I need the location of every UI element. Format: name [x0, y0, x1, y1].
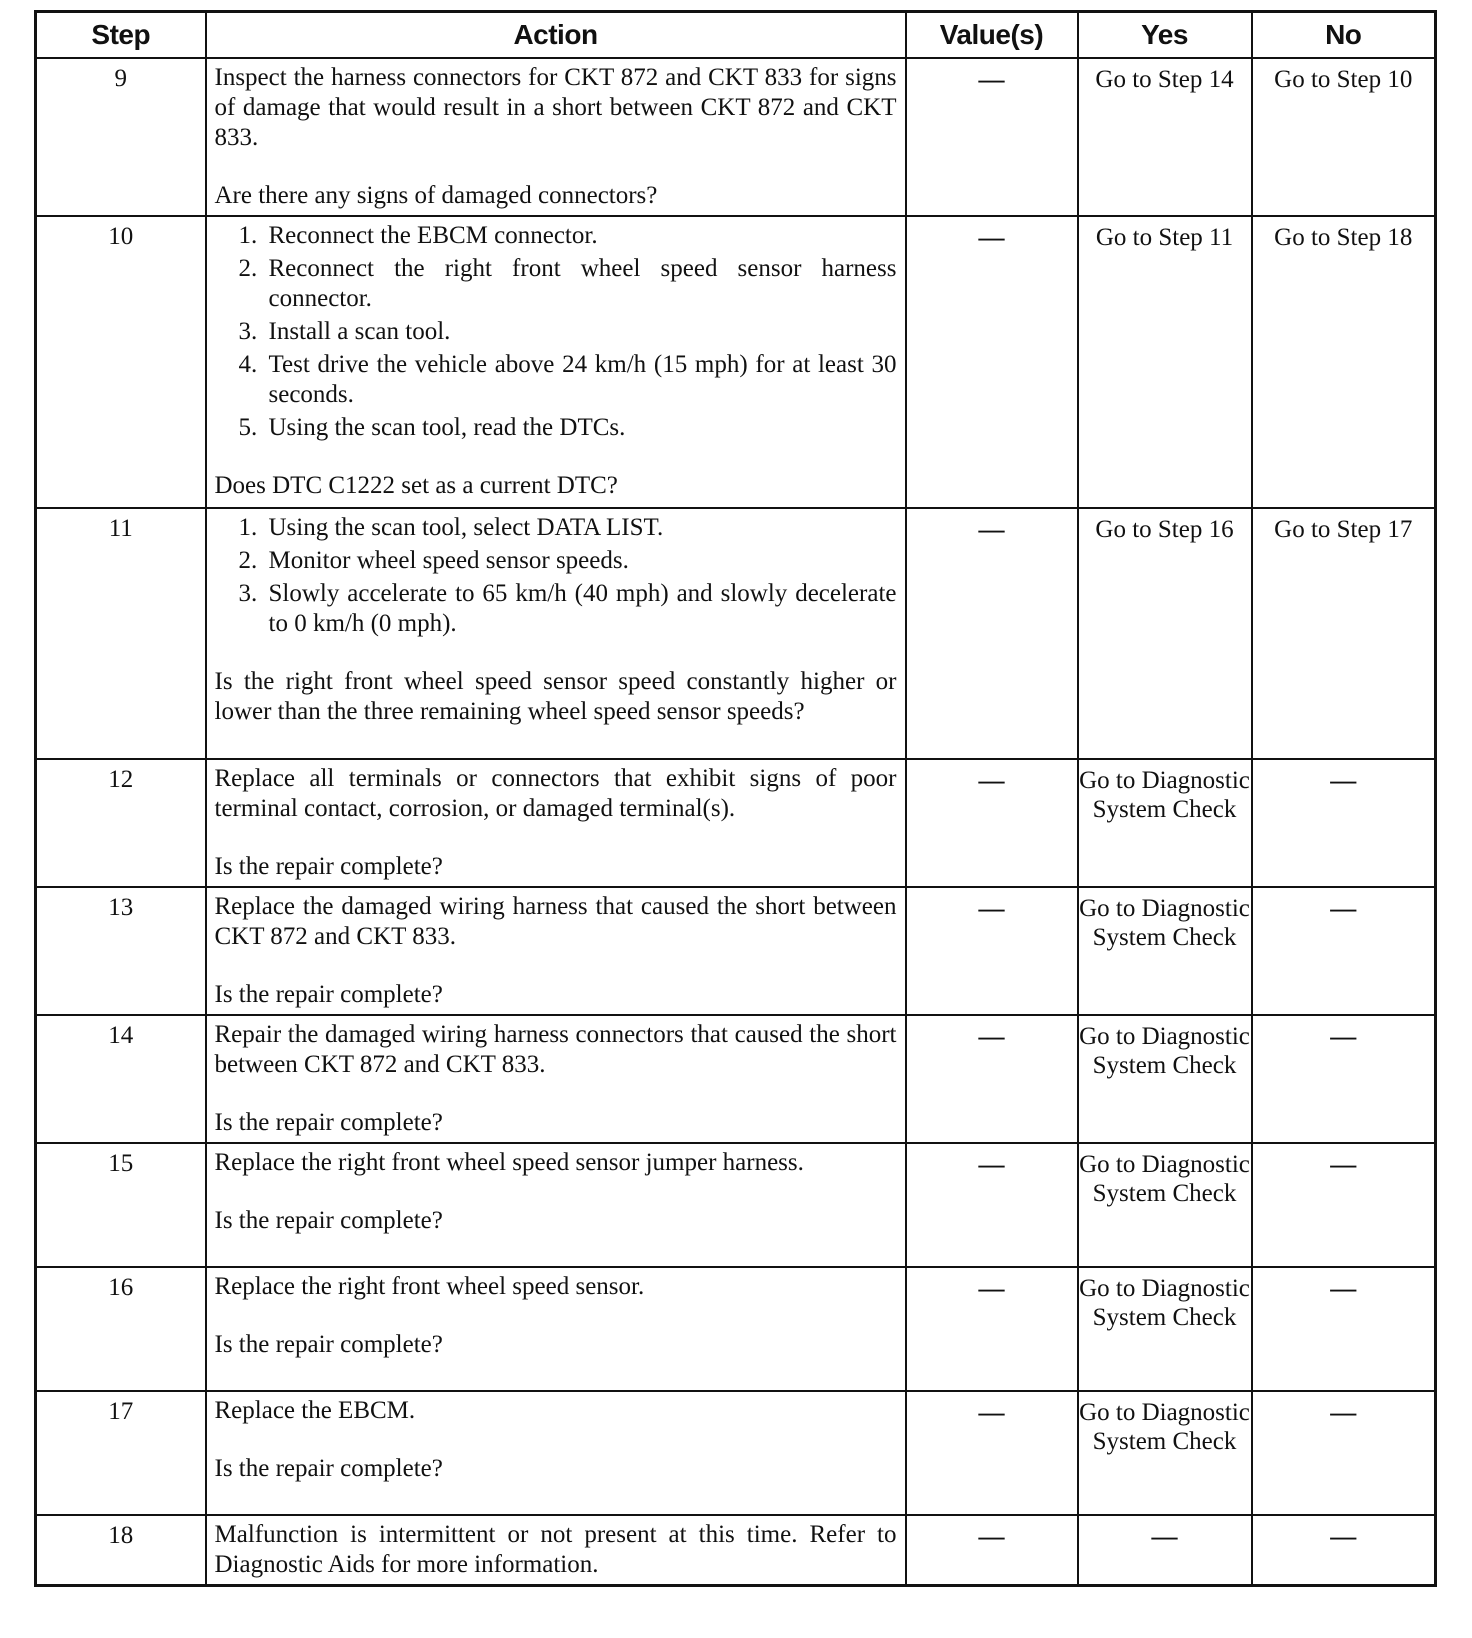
yes-cell: [1078, 1515, 1252, 1586]
value-cell: [906, 508, 1078, 759]
list-item-text: Using the scan tool, select DATA LIST.: [268, 514, 664, 541]
action-question: Is the right front wheel speed sensor speed constantly higher or lower than the three remaining wheel speed sensor speeds?: [214, 668, 897, 725]
yes-cell-text: —: [1151, 1522, 1178, 1551]
action-cell: [206, 887, 906, 1015]
value-cell: [906, 216, 1078, 508]
value-cell: [906, 887, 1078, 1015]
list-item-number: 5.: [238, 414, 258, 441]
step-number: 12: [36, 759, 206, 887]
step-number: 16: [36, 1267, 206, 1391]
value-cell-text: —: [978, 223, 1005, 252]
yes-cell-text: Go to Diagnostic System Check: [1079, 1275, 1250, 1331]
value-cell: [906, 1267, 1078, 1391]
action-question: Is the repair complete?: [214, 981, 443, 1008]
action-question: Are there any signs of damaged connectors?: [214, 182, 658, 209]
value-cell: [906, 1391, 1078, 1515]
table-row: [36, 1267, 1436, 1391]
action-text: Replace the EBCM.: [214, 1397, 416, 1424]
no-cell-text: —: [1330, 766, 1357, 795]
list-item: [239, 317, 897, 347]
action-cell: [206, 1267, 906, 1391]
list-item-number: 2.: [238, 547, 258, 574]
diagnostic-procedure-table: [34, 10, 1437, 1587]
header-action: Action: [206, 12, 906, 59]
no-cell: [1252, 1391, 1436, 1515]
step-number: 14: [36, 1015, 206, 1143]
list-item-number: 4.: [238, 351, 258, 378]
list-item-text: Install a scan tool.: [268, 318, 451, 345]
no-cell: [1252, 216, 1436, 508]
yes-cell-text: Go to Diagnostic System Check: [1079, 1399, 1250, 1455]
table-row: [36, 58, 1436, 216]
table-row: [36, 508, 1436, 759]
list-item: [239, 350, 897, 410]
yes-cell: [1078, 887, 1252, 1015]
header-row: [36, 12, 1436, 59]
table-row: [36, 1143, 1436, 1267]
list-item: [239, 513, 897, 543]
no-cell-text: —: [1330, 1274, 1357, 1303]
list-item-number: 1.: [238, 514, 258, 541]
no-cell-text: —: [1330, 1150, 1357, 1179]
value-cell-text: —: [978, 1522, 1005, 1551]
action-question: Is the repair complete?: [214, 853, 443, 880]
no-cell-text: —: [1330, 1398, 1357, 1427]
action-question: Is the repair complete?: [214, 1207, 443, 1234]
value-cell-text: —: [978, 1274, 1005, 1303]
yes-cell: [1078, 1143, 1252, 1267]
yes-cell-text: Go to Diagnostic System Check: [1079, 1151, 1250, 1207]
value-cell-text: —: [978, 515, 1005, 544]
action-cell: [206, 1143, 906, 1267]
list-item-number: 3.: [238, 580, 258, 607]
value-cell-text: —: [978, 65, 1005, 94]
yes-cell: [1078, 508, 1252, 759]
action-cell: [206, 58, 906, 216]
action-cell: [206, 1515, 906, 1586]
table-body: [36, 58, 1436, 1586]
list-item: [239, 546, 897, 576]
action-cell: [206, 759, 906, 887]
list-item-number: 3.: [238, 318, 258, 345]
action-text: Replace the right front wheel speed sensor jumper harness.: [214, 1149, 804, 1176]
action-question: Is the repair complete?: [214, 1455, 443, 1482]
step-number: 10: [36, 216, 206, 508]
value-cell: [906, 1515, 1078, 1586]
list-item-text: Slowly accelerate to 65 km/h (40 mph) and slowly decelerate to 0 km/h (0 mph).: [268, 580, 897, 637]
no-cell: [1252, 1143, 1436, 1267]
step-number: 18: [36, 1515, 206, 1586]
no-cell-text: —: [1330, 1522, 1357, 1551]
list-item-text: Monitor wheel speed sensor speeds.: [268, 547, 629, 574]
value-cell-text: —: [978, 1022, 1005, 1051]
table-row: [36, 1015, 1436, 1143]
no-cell: [1252, 887, 1436, 1015]
header-step: Step: [36, 12, 206, 59]
action-text: Inspect the harness connectors for CKT 872 and CKT 833 for signs of damage that would result in a short between CKT 872 and CKT 833.: [214, 64, 897, 151]
value-cell-text: —: [978, 1398, 1005, 1427]
yes-cell-text: Go to Step 14: [1095, 66, 1234, 93]
yes-cell: [1078, 1015, 1252, 1143]
no-cell: [1252, 759, 1436, 887]
action-cell: [206, 1015, 906, 1143]
action-cell: [206, 216, 906, 508]
table-row: [36, 759, 1436, 887]
value-cell-text: —: [978, 766, 1005, 795]
table-row: [36, 887, 1436, 1015]
action-steps-list: [215, 221, 897, 443]
list-item-text: Using the scan tool, read the DTCs.: [268, 414, 626, 441]
no-cell: [1252, 1015, 1436, 1143]
table-row: [36, 1391, 1436, 1515]
step-number: 15: [36, 1143, 206, 1267]
list-item: [239, 413, 897, 443]
action-cell: [206, 508, 906, 759]
list-item-text: Reconnect the EBCM connector.: [268, 222, 598, 249]
step-number: 13: [36, 887, 206, 1015]
action-cell: [206, 1391, 906, 1515]
list-item-number: 1.: [238, 222, 258, 249]
no-cell: [1252, 1515, 1436, 1586]
value-cell: [906, 759, 1078, 887]
list-item: [239, 221, 897, 251]
yes-cell: [1078, 1391, 1252, 1515]
list-item-text: Reconnect the right front wheel speed sensor harness connector.: [268, 255, 897, 312]
action-text: Replace the damaged wiring harness that caused the short between CKT 872 and CKT 833.: [214, 893, 897, 950]
step-number: 11: [36, 508, 206, 759]
yes-cell: [1078, 1267, 1252, 1391]
yes-cell: [1078, 58, 1252, 216]
no-cell: [1252, 58, 1436, 216]
yes-cell-text: Go to Diagnostic System Check: [1079, 1023, 1250, 1079]
yes-cell: [1078, 759, 1252, 887]
no-cell: [1252, 508, 1436, 759]
list-item: [239, 579, 897, 639]
table-row: [36, 1515, 1436, 1586]
action-question: Does DTC C1222 set as a current DTC?: [214, 472, 618, 499]
header-values: Value(s): [906, 12, 1078, 59]
no-cell-text: —: [1330, 894, 1357, 923]
table-header: [36, 12, 1436, 59]
action-steps-list: [215, 513, 897, 639]
action-text: Malfunction is intermittent or not present at this time. Refer to Diagnostic Aids for more information.: [214, 1521, 897, 1578]
header-yes: Yes: [1078, 12, 1252, 59]
no-cell-text: Go to Step 18: [1274, 224, 1413, 251]
yes-cell-text: Go to Step 16: [1095, 516, 1234, 543]
yes-cell: [1078, 216, 1252, 508]
action-text: Replace the right front wheel speed sensor.: [214, 1273, 645, 1300]
action-question: Is the repair complete?: [214, 1109, 443, 1136]
list-item: [239, 254, 897, 314]
value-cell-text: —: [978, 1150, 1005, 1179]
yes-cell-text: Go to Diagnostic System Check: [1079, 767, 1250, 823]
action-text: Repair the damaged wiring harness connectors that caused the short between CKT 872 and CKT 833.: [214, 1021, 897, 1078]
header-no: No: [1252, 12, 1436, 59]
action-question: Is the repair complete?: [214, 1331, 443, 1358]
action-text: Replace all terminals or connectors that exhibit signs of poor terminal contact, corrosion, or damaged terminal(s).: [214, 765, 897, 822]
no-cell-text: —: [1330, 1022, 1357, 1051]
yes-cell-text: Go to Step 11: [1095, 224, 1234, 251]
value-cell: [906, 1143, 1078, 1267]
step-number: 17: [36, 1391, 206, 1515]
yes-cell-text: Go to Diagnostic System Check: [1079, 895, 1250, 951]
table-row: [36, 216, 1436, 508]
value-cell: [906, 1015, 1078, 1143]
value-cell-text: —: [978, 894, 1005, 923]
step-number: 9: [36, 58, 206, 216]
no-cell-text: Go to Step 10: [1274, 66, 1413, 93]
value-cell: [906, 58, 1078, 216]
list-item-text: Test drive the vehicle above 24 km/h (15 mph) for at least 30 seconds.: [268, 351, 897, 408]
list-item-number: 2.: [238, 255, 258, 282]
no-cell: [1252, 1267, 1436, 1391]
no-cell-text: Go to Step 17: [1274, 516, 1413, 543]
